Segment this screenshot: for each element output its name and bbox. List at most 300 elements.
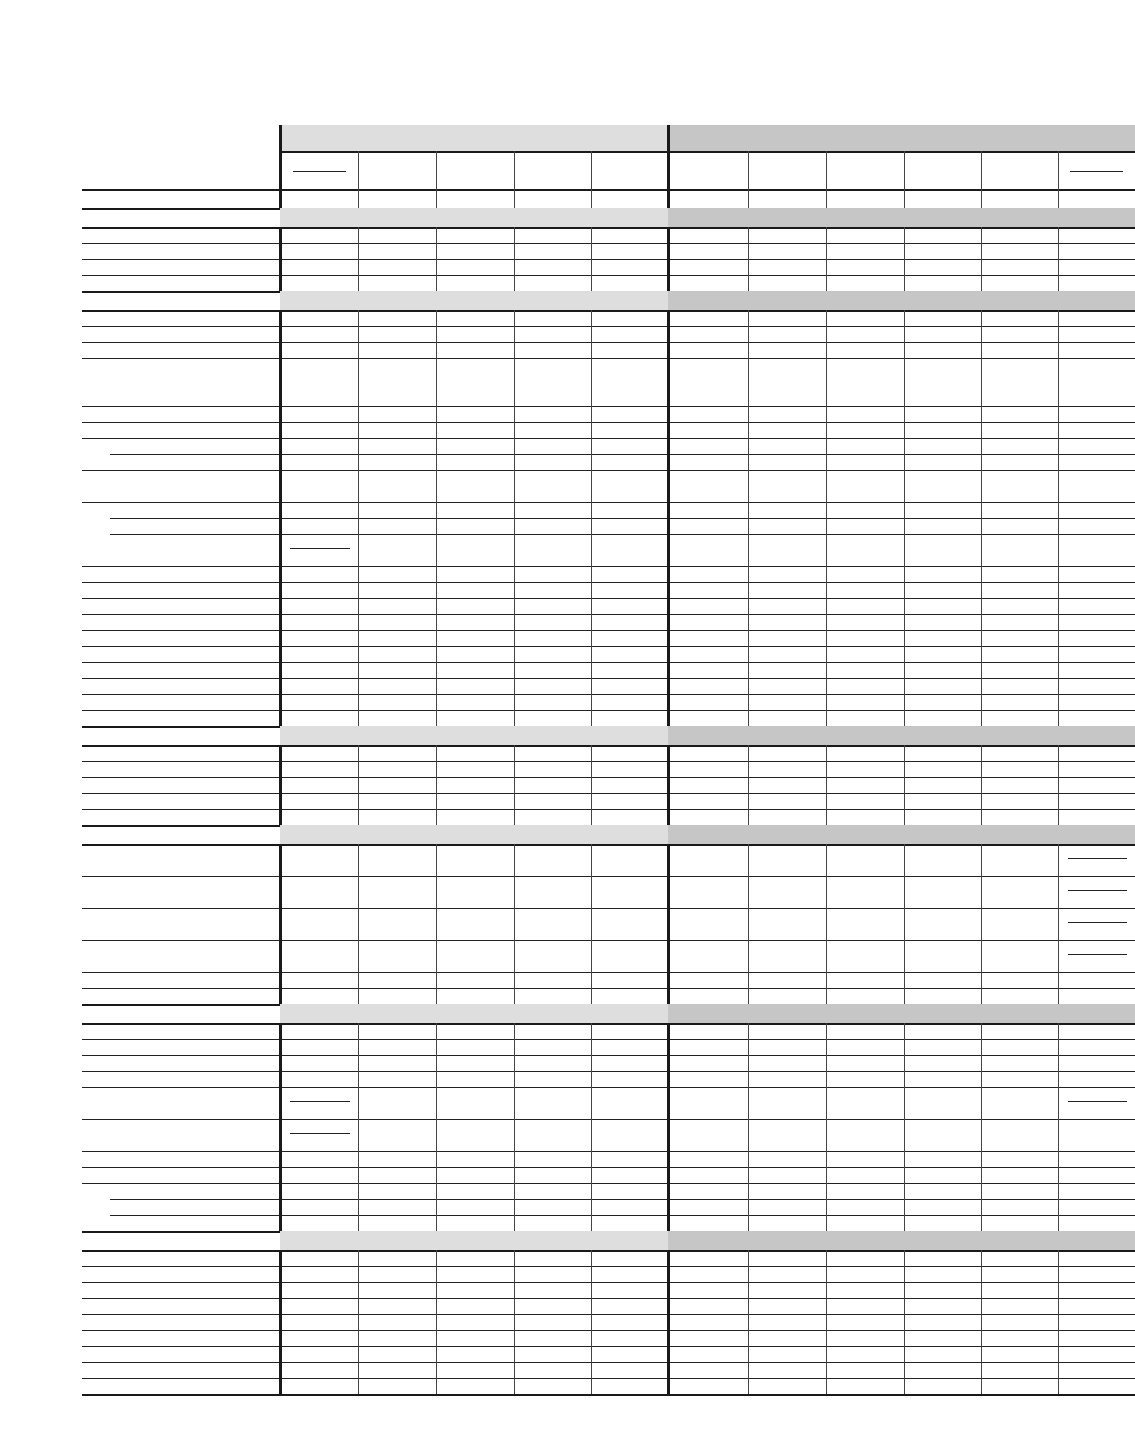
entry-cell[interactable] bbox=[750, 503, 824, 517]
entry-cell[interactable] bbox=[593, 1088, 666, 1118]
entry-cell[interactable] bbox=[360, 1331, 434, 1345]
entry-cell[interactable] bbox=[983, 711, 1056, 725]
entry-cell[interactable] bbox=[516, 1040, 589, 1054]
entry-cell[interactable] bbox=[750, 407, 824, 421]
entry-cell[interactable] bbox=[1060, 989, 1133, 1003]
entry-cell[interactable] bbox=[438, 311, 512, 325]
entry-cell[interactable] bbox=[906, 359, 979, 405]
entry-cell[interactable] bbox=[750, 1363, 824, 1377]
entry-cell[interactable] bbox=[593, 1216, 666, 1230]
entry-cell[interactable] bbox=[282, 941, 356, 971]
entry-cell[interactable] bbox=[906, 1024, 979, 1038]
entry-cell[interactable] bbox=[906, 423, 979, 437]
entry-cell[interactable] bbox=[282, 1024, 356, 1038]
entry-cell[interactable] bbox=[983, 1072, 1056, 1086]
entry-cell[interactable] bbox=[593, 695, 666, 709]
entry-cell[interactable] bbox=[828, 1056, 902, 1070]
entry-cell[interactable] bbox=[438, 535, 512, 565]
entry-cell[interactable] bbox=[1060, 1251, 1133, 1265]
entry-cell[interactable] bbox=[593, 647, 666, 661]
entry-cell[interactable] bbox=[360, 746, 434, 760]
entry-cell[interactable] bbox=[593, 1283, 666, 1297]
entry-cell[interactable] bbox=[516, 1200, 589, 1214]
entry-cell[interactable] bbox=[670, 276, 746, 290]
entry-cell[interactable] bbox=[1060, 1347, 1133, 1361]
entry-cell[interactable] bbox=[360, 1040, 434, 1054]
entry-cell[interactable] bbox=[438, 1347, 512, 1361]
entry-cell[interactable] bbox=[983, 599, 1056, 613]
entry-cell[interactable] bbox=[1060, 471, 1133, 501]
entry-cell[interactable] bbox=[828, 746, 902, 760]
entry-cell[interactable] bbox=[516, 343, 589, 357]
entry-cell[interactable] bbox=[906, 1072, 979, 1086]
entry-cell[interactable] bbox=[828, 455, 902, 469]
entry-cell[interactable] bbox=[828, 778, 902, 792]
entry-cell[interactable] bbox=[516, 746, 589, 760]
entry-cell[interactable] bbox=[828, 1283, 902, 1297]
entry-cell[interactable] bbox=[828, 1363, 902, 1377]
entry-cell[interactable] bbox=[516, 1088, 589, 1118]
entry-cell[interactable] bbox=[360, 471, 434, 501]
entry-cell[interactable] bbox=[670, 503, 746, 517]
entry-cell[interactable] bbox=[983, 794, 1056, 808]
entry-cell[interactable] bbox=[1060, 1379, 1133, 1393]
entry-cell[interactable] bbox=[593, 1040, 666, 1054]
entry-cell[interactable] bbox=[828, 631, 902, 645]
entry-cell[interactable] bbox=[983, 679, 1056, 693]
entry-cell[interactable] bbox=[1060, 663, 1133, 677]
entry-cell[interactable] bbox=[906, 1363, 979, 1377]
entry-cell[interactable] bbox=[438, 909, 512, 939]
entry-cell[interactable] bbox=[1060, 535, 1133, 565]
entry-cell[interactable] bbox=[670, 1072, 746, 1086]
entry-cell[interactable] bbox=[360, 762, 434, 776]
entry-cell[interactable] bbox=[516, 762, 589, 776]
entry-cell[interactable] bbox=[438, 1152, 512, 1166]
entry-cell[interactable] bbox=[983, 567, 1056, 581]
entry-cell[interactable] bbox=[750, 423, 824, 437]
entry-cell[interactable] bbox=[750, 1088, 824, 1118]
entry-cell[interactable] bbox=[750, 1331, 824, 1345]
entry-cell[interactable] bbox=[516, 1251, 589, 1265]
entry-cell[interactable] bbox=[593, 1168, 666, 1182]
entry-cell[interactable] bbox=[516, 359, 589, 405]
entry-cell[interactable] bbox=[750, 1184, 824, 1198]
entry-cell[interactable] bbox=[360, 1120, 434, 1150]
entry-cell[interactable] bbox=[438, 327, 512, 341]
entry-cell[interactable] bbox=[360, 1299, 434, 1313]
entry-cell[interactable] bbox=[438, 260, 512, 274]
entry-cell[interactable] bbox=[983, 276, 1056, 290]
entry-cell[interactable] bbox=[906, 631, 979, 645]
entry-cell[interactable] bbox=[983, 778, 1056, 792]
entry-cell[interactable] bbox=[750, 695, 824, 709]
entry-cell[interactable] bbox=[750, 359, 824, 405]
entry-cell[interactable] bbox=[516, 647, 589, 661]
entry-cell[interactable] bbox=[828, 407, 902, 421]
entry-cell[interactable] bbox=[750, 276, 824, 290]
entry-cell[interactable] bbox=[593, 327, 666, 341]
entry-cell[interactable] bbox=[1060, 941, 1133, 971]
entry-cell[interactable] bbox=[750, 1347, 824, 1361]
entry-cell[interactable] bbox=[906, 794, 979, 808]
entry-cell[interactable] bbox=[828, 1299, 902, 1313]
entry-cell[interactable] bbox=[438, 1251, 512, 1265]
entry-cell[interactable] bbox=[282, 615, 356, 629]
entry-cell[interactable] bbox=[983, 535, 1056, 565]
entry-cell[interactable] bbox=[593, 567, 666, 581]
entry-cell[interactable] bbox=[983, 327, 1056, 341]
entry-cell[interactable] bbox=[670, 1315, 746, 1329]
entry-cell[interactable] bbox=[1060, 810, 1133, 824]
entry-cell[interactable] bbox=[670, 1040, 746, 1054]
entry-cell[interactable] bbox=[906, 1040, 979, 1054]
entry-cell[interactable] bbox=[1060, 1184, 1133, 1198]
entry-cell[interactable] bbox=[670, 695, 746, 709]
entry-cell[interactable] bbox=[360, 311, 434, 325]
entry-cell[interactable] bbox=[750, 1168, 824, 1182]
entry-cell[interactable] bbox=[1060, 1315, 1133, 1329]
entry-cell[interactable] bbox=[282, 877, 356, 907]
entry-cell[interactable] bbox=[593, 794, 666, 808]
entry-cell[interactable] bbox=[360, 1152, 434, 1166]
entry-cell[interactable] bbox=[828, 260, 902, 274]
entry-cell[interactable] bbox=[828, 1168, 902, 1182]
entry-cell[interactable] bbox=[906, 228, 979, 242]
entry-cell[interactable] bbox=[670, 1331, 746, 1345]
entry-cell[interactable] bbox=[750, 599, 824, 613]
entry-cell[interactable] bbox=[593, 778, 666, 792]
entry-cell[interactable] bbox=[360, 845, 434, 875]
entry-cell[interactable] bbox=[906, 909, 979, 939]
entry-cell[interactable] bbox=[670, 519, 746, 533]
entry-cell[interactable] bbox=[750, 1152, 824, 1166]
entry-cell[interactable] bbox=[360, 909, 434, 939]
entry-cell[interactable] bbox=[516, 327, 589, 341]
entry-cell[interactable] bbox=[670, 1024, 746, 1038]
entry-cell[interactable] bbox=[516, 1216, 589, 1230]
entry-cell[interactable] bbox=[1060, 455, 1133, 469]
entry-cell[interactable] bbox=[828, 663, 902, 677]
entry-cell[interactable] bbox=[670, 1283, 746, 1297]
entry-cell[interactable] bbox=[828, 311, 902, 325]
entry-cell[interactable] bbox=[516, 663, 589, 677]
entry-cell[interactable] bbox=[282, 503, 356, 517]
entry-cell[interactable] bbox=[828, 359, 902, 405]
entry-cell[interactable] bbox=[670, 1379, 746, 1393]
entry-cell[interactable] bbox=[670, 631, 746, 645]
entry-cell[interactable] bbox=[1060, 1267, 1133, 1281]
entry-cell[interactable] bbox=[828, 1347, 902, 1361]
entry-cell[interactable] bbox=[983, 583, 1056, 597]
entry-cell[interactable] bbox=[983, 471, 1056, 501]
entry-cell[interactable] bbox=[593, 1120, 666, 1150]
entry-cell[interactable] bbox=[282, 762, 356, 776]
entry-cell[interactable] bbox=[360, 423, 434, 437]
entry-cell[interactable] bbox=[670, 423, 746, 437]
entry-cell[interactable] bbox=[593, 423, 666, 437]
entry-cell[interactable] bbox=[593, 311, 666, 325]
entry-cell[interactable] bbox=[983, 503, 1056, 517]
entry-cell[interactable] bbox=[1060, 778, 1133, 792]
entry-cell[interactable] bbox=[438, 244, 512, 258]
entry-cell[interactable] bbox=[516, 455, 589, 469]
entry-cell[interactable] bbox=[750, 845, 824, 875]
entry-cell[interactable] bbox=[282, 1040, 356, 1054]
entry-cell[interactable] bbox=[906, 877, 979, 907]
entry-cell[interactable] bbox=[438, 1379, 512, 1393]
entry-cell[interactable] bbox=[516, 810, 589, 824]
entry-cell[interactable] bbox=[593, 909, 666, 939]
entry-cell[interactable] bbox=[360, 260, 434, 274]
entry-cell[interactable] bbox=[750, 1216, 824, 1230]
entry-cell[interactable] bbox=[360, 455, 434, 469]
entry-cell[interactable] bbox=[750, 1379, 824, 1393]
entry-cell[interactable] bbox=[750, 1267, 824, 1281]
entry-cell[interactable] bbox=[1060, 973, 1133, 987]
entry-cell[interactable] bbox=[1060, 423, 1133, 437]
entry-cell[interactable] bbox=[828, 695, 902, 709]
entry-cell[interactable] bbox=[1060, 327, 1133, 341]
entry-cell[interactable] bbox=[516, 778, 589, 792]
entry-cell[interactable] bbox=[1060, 1331, 1133, 1345]
entry-cell[interactable] bbox=[906, 327, 979, 341]
entry-cell[interactable] bbox=[438, 359, 512, 405]
entry-cell[interactable] bbox=[983, 1299, 1056, 1313]
entry-cell[interactable] bbox=[750, 778, 824, 792]
entry-cell[interactable] bbox=[983, 810, 1056, 824]
entry-cell[interactable] bbox=[1060, 1216, 1133, 1230]
entry-cell[interactable] bbox=[983, 423, 1056, 437]
entry-cell[interactable] bbox=[593, 1184, 666, 1198]
entry-cell[interactable] bbox=[670, 1168, 746, 1182]
entry-cell[interactable] bbox=[906, 1200, 979, 1214]
entry-cell[interactable] bbox=[1060, 1088, 1133, 1118]
entry-cell[interactable] bbox=[1060, 746, 1133, 760]
entry-cell[interactable] bbox=[906, 455, 979, 469]
entry-cell[interactable] bbox=[1060, 244, 1133, 258]
entry-cell[interactable] bbox=[282, 679, 356, 693]
entry-cell[interactable] bbox=[828, 1072, 902, 1086]
entry-cell[interactable] bbox=[670, 535, 746, 565]
entry-cell[interactable] bbox=[906, 1120, 979, 1150]
entry-cell[interactable] bbox=[593, 631, 666, 645]
entry-cell[interactable] bbox=[906, 1315, 979, 1329]
entry-cell[interactable] bbox=[983, 1283, 1056, 1297]
entry-cell[interactable] bbox=[906, 989, 979, 1003]
entry-cell[interactable] bbox=[438, 711, 512, 725]
entry-cell[interactable] bbox=[593, 1363, 666, 1377]
entry-cell[interactable] bbox=[670, 909, 746, 939]
entry-cell[interactable] bbox=[983, 1120, 1056, 1150]
entry-cell[interactable] bbox=[906, 1088, 979, 1118]
entry-cell[interactable] bbox=[828, 973, 902, 987]
entry-cell[interactable] bbox=[906, 810, 979, 824]
entry-cell[interactable] bbox=[670, 583, 746, 597]
entry-cell[interactable] bbox=[593, 228, 666, 242]
entry-cell[interactable] bbox=[906, 503, 979, 517]
entry-cell[interactable] bbox=[360, 519, 434, 533]
entry-cell[interactable] bbox=[360, 941, 434, 971]
entry-cell[interactable] bbox=[750, 583, 824, 597]
entry-cell[interactable] bbox=[750, 519, 824, 533]
entry-cell[interactable] bbox=[516, 583, 589, 597]
entry-cell[interactable] bbox=[360, 810, 434, 824]
entry-cell[interactable] bbox=[828, 583, 902, 597]
entry-cell[interactable] bbox=[828, 228, 902, 242]
entry-cell[interactable] bbox=[670, 1056, 746, 1070]
entry-cell[interactable] bbox=[438, 1040, 512, 1054]
entry-cell[interactable] bbox=[438, 1363, 512, 1377]
entry-cell[interactable] bbox=[983, 311, 1056, 325]
entry-cell[interactable] bbox=[438, 423, 512, 437]
entry-cell[interactable] bbox=[1060, 1168, 1133, 1182]
entry-cell[interactable] bbox=[750, 439, 824, 453]
entry-cell[interactable] bbox=[516, 1379, 589, 1393]
entry-cell[interactable] bbox=[1060, 695, 1133, 709]
entry-cell[interactable] bbox=[828, 1152, 902, 1166]
entry-cell[interactable] bbox=[750, 631, 824, 645]
entry-cell[interactable] bbox=[983, 1315, 1056, 1329]
entry-cell[interactable] bbox=[282, 778, 356, 792]
entry-cell[interactable] bbox=[1060, 599, 1133, 613]
entry-cell[interactable] bbox=[983, 1056, 1056, 1070]
entry-cell[interactable] bbox=[516, 711, 589, 725]
entry-cell[interactable] bbox=[438, 503, 512, 517]
entry-cell[interactable] bbox=[828, 276, 902, 290]
entry-cell[interactable] bbox=[828, 1088, 902, 1118]
entry-cell[interactable] bbox=[670, 941, 746, 971]
entry-cell[interactable] bbox=[360, 583, 434, 597]
entry-cell[interactable] bbox=[828, 503, 902, 517]
entry-cell[interactable] bbox=[516, 228, 589, 242]
entry-cell[interactable] bbox=[750, 1299, 824, 1313]
entry-cell[interactable] bbox=[906, 244, 979, 258]
entry-cell[interactable] bbox=[1060, 1024, 1133, 1038]
entry-cell[interactable] bbox=[750, 711, 824, 725]
entry-cell[interactable] bbox=[593, 1347, 666, 1361]
entry-cell[interactable] bbox=[750, 909, 824, 939]
entry-cell[interactable] bbox=[282, 1168, 356, 1182]
entry-cell[interactable] bbox=[670, 1200, 746, 1214]
entry-cell[interactable] bbox=[670, 327, 746, 341]
entry-cell[interactable] bbox=[906, 1299, 979, 1313]
entry-cell[interactable] bbox=[438, 679, 512, 693]
entry-cell[interactable] bbox=[670, 794, 746, 808]
entry-cell[interactable] bbox=[670, 647, 746, 661]
entry-cell[interactable] bbox=[670, 1216, 746, 1230]
entry-cell[interactable] bbox=[360, 695, 434, 709]
entry-cell[interactable] bbox=[438, 778, 512, 792]
entry-cell[interactable] bbox=[750, 1251, 824, 1265]
entry-cell[interactable] bbox=[906, 567, 979, 581]
entry-cell[interactable] bbox=[750, 471, 824, 501]
entry-cell[interactable] bbox=[906, 845, 979, 875]
entry-cell[interactable] bbox=[670, 359, 746, 405]
entry-cell[interactable] bbox=[282, 535, 356, 565]
entry-cell[interactable] bbox=[593, 1267, 666, 1281]
entry-cell[interactable] bbox=[750, 941, 824, 971]
entry-cell[interactable] bbox=[593, 599, 666, 613]
entry-cell[interactable] bbox=[983, 244, 1056, 258]
entry-cell[interactable] bbox=[360, 1267, 434, 1281]
entry-cell[interactable] bbox=[282, 1283, 356, 1297]
entry-cell[interactable] bbox=[750, 1024, 824, 1038]
entry-cell[interactable] bbox=[750, 228, 824, 242]
entry-cell[interactable] bbox=[828, 471, 902, 501]
entry-cell[interactable] bbox=[983, 1184, 1056, 1198]
entry-cell[interactable] bbox=[983, 439, 1056, 453]
entry-cell[interactable] bbox=[750, 1315, 824, 1329]
entry-cell[interactable] bbox=[1060, 343, 1133, 357]
entry-cell[interactable] bbox=[750, 1040, 824, 1054]
entry-cell[interactable] bbox=[670, 471, 746, 501]
entry-cell[interactable] bbox=[1060, 359, 1133, 405]
entry-cell[interactable] bbox=[360, 1379, 434, 1393]
entry-cell[interactable] bbox=[670, 599, 746, 613]
entry-cell[interactable] bbox=[828, 615, 902, 629]
entry-cell[interactable] bbox=[828, 1216, 902, 1230]
entry-cell[interactable] bbox=[906, 647, 979, 661]
entry-cell[interactable] bbox=[360, 1315, 434, 1329]
entry-cell[interactable] bbox=[983, 1024, 1056, 1038]
entry-cell[interactable] bbox=[983, 260, 1056, 274]
entry-cell[interactable] bbox=[983, 228, 1056, 242]
entry-cell[interactable] bbox=[360, 244, 434, 258]
entry-cell[interactable] bbox=[828, 1040, 902, 1054]
entry-cell[interactable] bbox=[438, 1024, 512, 1038]
entry-cell[interactable] bbox=[360, 1251, 434, 1265]
entry-cell[interactable] bbox=[1060, 647, 1133, 661]
entry-cell[interactable] bbox=[360, 1216, 434, 1230]
entry-cell[interactable] bbox=[1060, 1072, 1133, 1086]
entry-cell[interactable] bbox=[593, 663, 666, 677]
entry-cell[interactable] bbox=[282, 583, 356, 597]
entry-cell[interactable] bbox=[906, 762, 979, 776]
entry-cell[interactable] bbox=[828, 989, 902, 1003]
entry-cell[interactable] bbox=[1060, 845, 1133, 875]
entry-cell[interactable] bbox=[282, 519, 356, 533]
entry-cell[interactable] bbox=[1060, 439, 1133, 453]
entry-cell[interactable] bbox=[750, 244, 824, 258]
entry-cell[interactable] bbox=[593, 1152, 666, 1166]
entry-cell[interactable] bbox=[360, 1168, 434, 1182]
entry-cell[interactable] bbox=[438, 1331, 512, 1345]
entry-cell[interactable] bbox=[360, 647, 434, 661]
entry-cell[interactable] bbox=[828, 647, 902, 661]
entry-cell[interactable] bbox=[828, 794, 902, 808]
entry-cell[interactable] bbox=[438, 762, 512, 776]
entry-cell[interactable] bbox=[828, 423, 902, 437]
entry-cell[interactable] bbox=[670, 1152, 746, 1166]
entry-cell[interactable] bbox=[983, 762, 1056, 776]
entry-cell[interactable] bbox=[670, 679, 746, 693]
entry-cell[interactable] bbox=[516, 1315, 589, 1329]
entry-cell[interactable] bbox=[750, 1283, 824, 1297]
entry-cell[interactable] bbox=[906, 1216, 979, 1230]
entry-cell[interactable] bbox=[750, 810, 824, 824]
entry-cell[interactable] bbox=[828, 1200, 902, 1214]
entry-cell[interactable] bbox=[282, 845, 356, 875]
entry-cell[interactable] bbox=[516, 1184, 589, 1198]
entry-cell[interactable] bbox=[282, 1056, 356, 1070]
entry-cell[interactable] bbox=[282, 567, 356, 581]
entry-cell[interactable] bbox=[438, 647, 512, 661]
entry-cell[interactable] bbox=[750, 762, 824, 776]
entry-cell[interactable] bbox=[983, 631, 1056, 645]
entry-cell[interactable] bbox=[670, 1347, 746, 1361]
entry-cell[interactable] bbox=[438, 1283, 512, 1297]
